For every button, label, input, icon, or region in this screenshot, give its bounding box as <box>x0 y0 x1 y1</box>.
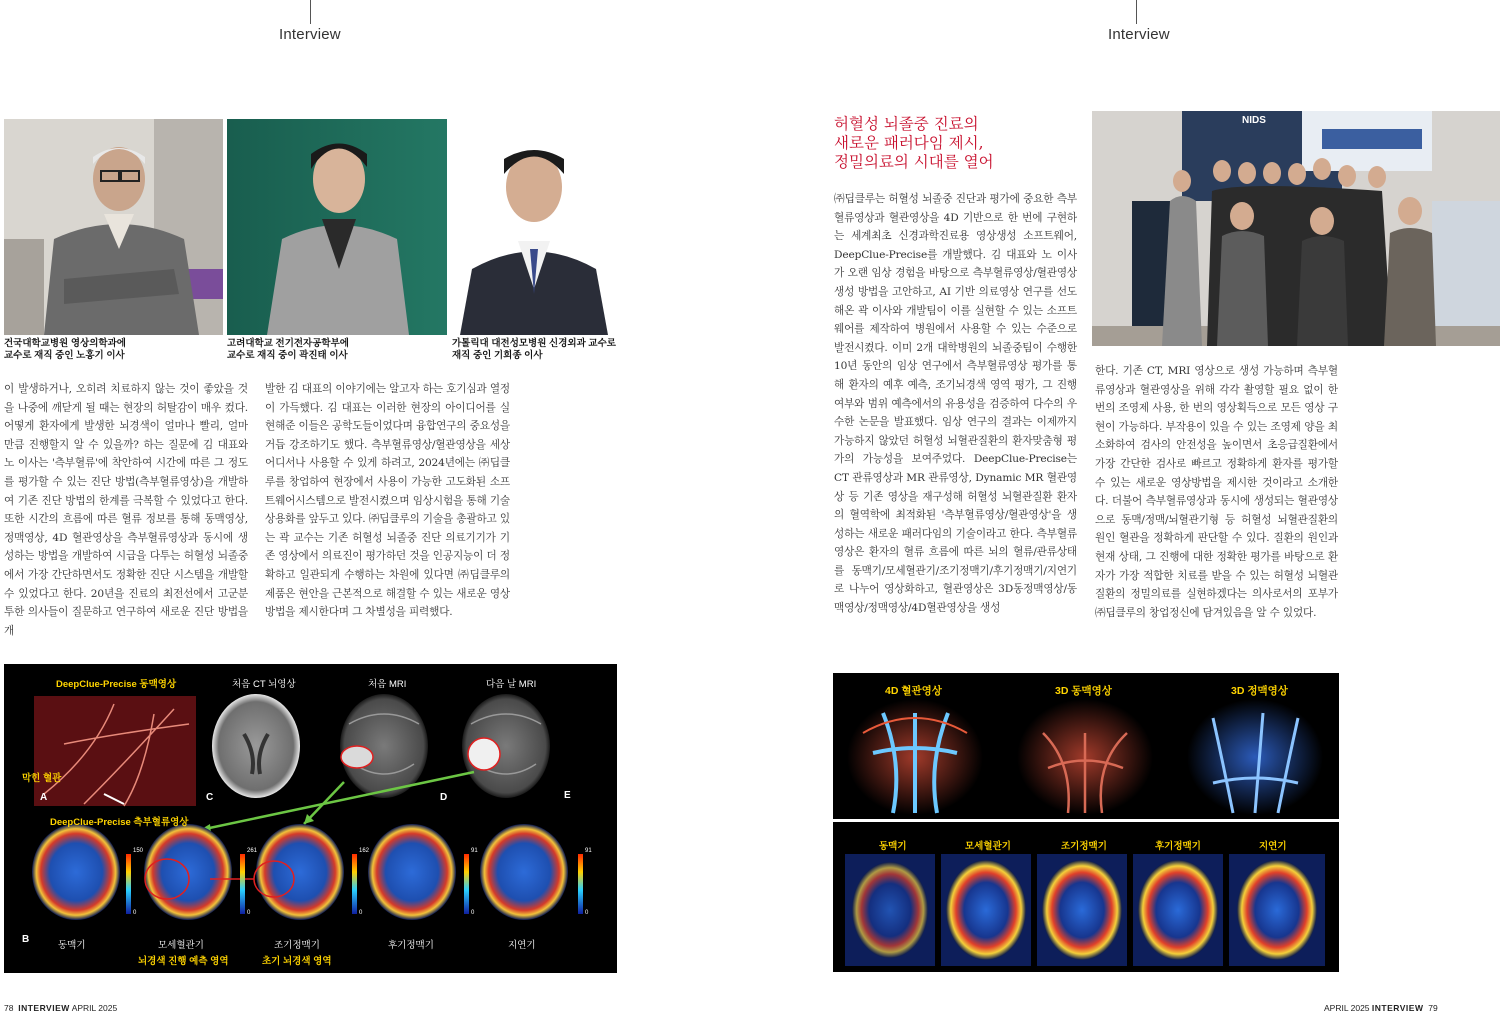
phase-label-early-venous: 조기정맥기 <box>274 940 320 951</box>
left-page-number: 78 <box>4 1003 14 1013</box>
booth-sign: NIDS <box>1242 115 1266 126</box>
scale-min-5: 0 <box>585 910 589 916</box>
phase2-label-capillary: 모세혈관기 <box>965 841 1011 852</box>
figure-3d-arterial-label: 3D 동맥영상 <box>1055 685 1112 697</box>
section-divider-left <box>310 0 311 24</box>
phase-label-delayed: 지연기 <box>508 940 536 951</box>
early-infarct-label: 초기 뇌경색 영역 <box>262 956 332 967</box>
right-body-column-1: ㈜딥클루는 허혈성 뇌졸중 진단과 평가에 중요한 측부혈류영상과 혈관영상을 4D 기반으로 한 번에 구현하는 세계최초 신경과학진료용 영상생성 소프트웨어, DeepClue-Precise를 개발했다. 김 대표와 노 이사가 오랜 임상 경험을 바탕으로 측부혈류영상/혈관영상 생성 방법을 고안하고, AI 기반 의료영상 연구를 선도해온 곽 이사와 개발팀이 이를 실현할 수 있는 소프트웨어를 제작하여 병원에서 사용할 수 있는 수준으로 발전시켰다. 이미 2개 대학병원의 뇌졸중팀이 수행한 10년 동안의 임상 연구에서 측부혈류영상 평가를 통해 환자의 예후 예측, 조기뇌경색 영역 평가, 그 진행 여부와 범위 예측에서의 유용성을 검증하여 다수의 우수한 논문을 발표했다. 임상 연구의 결과는 이제까지 가능하지 않았던 허혈성 뇌혈관질환의 환자맞춤형 평가의 가능성을 보여주었다. DeepClue-Precise는 CT 관류영상과 MR 관류영상, Dynamic MR 혈관영상 등 기존 영상을 재구성해 허혈성 뇌혈관질환 환자의 혈역학에 최적화된 '측부혈류영상/혈관영상'을 생성하는 새로운 패러다임의 기술이라고 한다. 측부혈류영상은 환자의 혈류 흐름에 따른 뇌의 혈류/관류상태를 동맥기/모세혈관기/조기정맥기/후기정맥기/지연기로 나누어 영상화하고, 혈관영상은 3D동정맥영상/동맥영상/정맥영상/4D혈관영상을 생성 <box>834 193 1077 615</box>
scale-min-1: 0 <box>133 910 137 916</box>
portrait-caption-2: 고려대학교 전기전자공학부에 교수로 재직 중이 곽진태 이사 <box>227 338 349 361</box>
phase-label-arterial: 동맥기 <box>58 940 86 951</box>
scale-max-2: 261 <box>247 848 258 854</box>
phase-label-late-venous: 후기정맥기 <box>388 940 434 951</box>
figure-letter-b: B <box>22 934 30 945</box>
right-page-number: 79 <box>1428 1003 1438 1013</box>
portrait-photo-2 <box>227 119 447 335</box>
scale-max-4: 91 <box>471 848 478 854</box>
vascular-imaging-figure <box>833 673 1339 819</box>
portrait-photo-1 <box>4 119 223 335</box>
figure-3d-venous-label: 3D 정맥영상 <box>1231 685 1288 697</box>
section-divider-right <box>1136 0 1137 24</box>
right-magazine-name: INTERVIEW <box>1371 1003 1424 1013</box>
scale-max-5: 91 <box>585 848 592 854</box>
figure-title-ct: 처음 CT 뇌영상 <box>232 679 296 690</box>
team-group-photo <box>1092 111 1500 346</box>
right-body-column-2: 한다. 기존 CT, MRI 영상으로 생성 가능하며 측부혈류영상과 혈관영상을 위해 각각 촬영할 필요 없이 한 번의 조영제 사용, 한 번의 영상획득으로 모든 영상 구현이 가능하다. 부작용이 있을 수 있는 조영제 양을 최소화하여 검사의 안전성을 높이면서 초응급질환에서 가장 간단한 검사로 빠르고 정확하게 환자를 평가할 수 있는 새로운 영상방법을 제시한 것이라고 소개한다. 더불어 측부혈류영상과 동시에 생성되는 혈관영상으로 동맥/정맥/뇌혈관기형 등 허혈성 뇌혈관질환의 원인 혈관을 정확하게 판단할 수 있다. 질환의 원인과 현재 상태, 그 진행에 대한 정확한 평가를 바탕으로 환자가 가장 적합한 치료를 받을 수 있는 허혈성 뇌혈관질환의 정밀의료를 실현하겠다는 의사로서의 포부가 ㈜딥클루의 창업정신에 담겨있음을 알 수 있었다. <box>1095 365 1338 619</box>
figure-title-mri: 처음 MRI <box>368 679 407 690</box>
figure-blocked-vessel-label: 막힌 혈관 <box>22 773 62 784</box>
figure-letter-a: A <box>40 792 48 803</box>
scale-min-4: 0 <box>471 910 475 916</box>
right-footer <box>1324 1003 1438 1013</box>
figure-4d-angio-label: 4D 혈관영상 <box>885 685 942 697</box>
figure-collateral-title: DeepClue-Precise 측부혈류영상 <box>50 817 189 828</box>
article-headline: 허혈성 뇌졸중 진료의 새로운 패러다임 제시, 정밀의료의 시대를 열어 <box>834 115 994 171</box>
portrait-caption-3: 가톨릭대 대전성모병원 신경외과 교수로 재직 중인 기희종 이사 <box>452 338 616 361</box>
predict-region-label: 뇌경색 진행 예측 영역 <box>138 956 229 967</box>
left-figure <box>4 664 617 973</box>
left-body-column-1: 이 발생하거나, 오히려 치료하지 않는 것이 좋았을 것을 나중에 깨닫게 될 때는 현장의 허탈감이 매우 컸다. 어떻게 환자에게 발생한 뇌경색이 얼마나 빨리, 얼마만큼 진행할지 알 수 있을까? 하는 질문에 김 대표와 노 이사는 '측부혈류'에 착안하여 시간에 따른 그 정도를 평가할 수 있는 진단 방법(측부혈류영상)을 개발하여 기존 진단 방법의 한계를 극복할 수 있었다고 한다. 또한 시간의 흐름에 따른 혈류 정보를 통해 동맥영상, 정맥영상, 4D 혈관영상을 측부혈류영상과 동시에 생성하는 방법을 개발하여 시급을 다투는 허혈성 뇌졸중에서 가장 간단하면서도 정확한 진단 시스템을 개발할 수 있었다고 한다. 20년을 진료의 최전선에서 고군분투한 의사들이 질문하고 연구하여 새로운 진단 방법을 개 <box>4 383 248 637</box>
figure-title-mri-next: 다음 날 MRI <box>486 679 537 690</box>
phase2-label-late-venous: 후기정맥기 <box>1155 841 1201 852</box>
left-issue: APRIL 2025 <box>71 1003 118 1013</box>
scale-max-1: 150 <box>133 848 144 854</box>
figure-title-arterial: DeepClue-Precise 동맥영상 <box>56 679 177 690</box>
figure-letter-e: E <box>564 790 571 801</box>
left-footer <box>4 1003 117 1013</box>
figure-letter-d: D <box>440 792 448 803</box>
phase-label-capillary: 모세혈관기 <box>158 940 204 951</box>
phase2-label-early-venous: 조기정맥기 <box>1061 841 1107 852</box>
scale-min-3: 0 <box>359 910 363 916</box>
figure-letter-c: C <box>206 792 214 803</box>
section-label-right: Interview <box>1108 26 1170 43</box>
portrait-photo-3 <box>450 119 618 335</box>
left-body-column-2: 발한 김 대표의 이야기에는 알고자 하는 호기심과 열정이 가득했다. 김 대표는 이러한 현장의 아이디어를 실현해준 이들은 공학도들이었다며 융합연구의 중요성을 거듭 강조하기도 했다. 측부혈류영상/혈관영상을 세상 어디서나 사용할 수 있게 하려고, 2024년에는 ㈜딥클루를 창업하여 현장에서 사용이 가능한 고도화된 소프트웨어시스템으로 발전시켰으며 임상시험을 통해 기술 상용화를 앞두고 있다. ㈜딥클루의 기술을 총괄하고 있는 곽 교수는 기존 허혈성 뇌졸중 진단 의료기기가 기존 영상에서 의료진이 평가하던 것을 인공지능이 더 정확하고 일관되게 수행하는 차원에 있다면 ㈜딥클루의 제품은 현안을 근본적으로 해결할 수 있는 새로운 영상 방법을 제시한다며 그 차별성을 피력했다. <box>265 383 510 619</box>
section-label-left: Interview <box>279 26 341 43</box>
phase2-label-delayed: 지연기 <box>1259 841 1287 852</box>
right-issue: APRIL 2025 <box>1324 1003 1370 1013</box>
left-magazine-name: INTERVIEW <box>18 1003 70 1013</box>
portrait-caption-1: 건국대학교병원 영상의학과에 교수로 재직 중인 노홍기 이사 <box>4 338 126 361</box>
phase2-label-arterial: 동맥기 <box>879 841 907 852</box>
collateral-phase-figure <box>833 822 1339 972</box>
scale-max-3: 162 <box>359 848 370 854</box>
scale-min-2: 0 <box>247 910 251 916</box>
